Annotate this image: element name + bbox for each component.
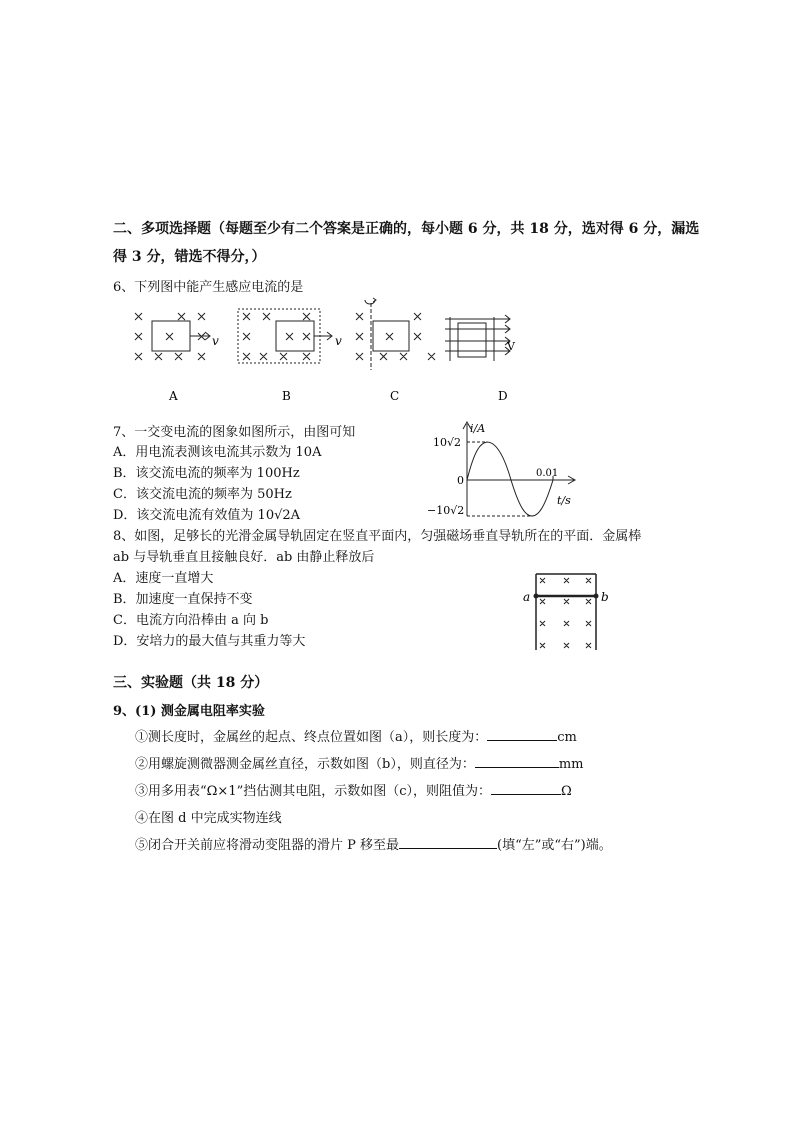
q9-item-4: ④在图 d 中完成实物连线 <box>135 811 282 826</box>
answer-blank-slider-end[interactable] <box>399 836 497 849</box>
q7-option-d: D．该交流电流有效值为 10√2A <box>113 508 301 523</box>
origin-label: 0 <box>457 474 464 487</box>
q9-item-5: ⑤闭合开关前应将滑动变阻器的滑片 P 移至最 (填“左”或“右”)端。 <box>135 838 612 853</box>
q8-option-d: D．安培力的最大值与其重力等大 <box>113 634 306 649</box>
fig-d-loop <box>458 323 486 357</box>
fig-d-V: V <box>507 340 515 353</box>
fig-b-v: v <box>335 334 342 348</box>
section3-title: 三、实验题（共 18 分） <box>113 675 269 691</box>
answer-blank-resistance[interactable] <box>491 782 561 795</box>
q8-stem-line2: ab 与导轨垂直且接触良好．ab 由静止释放后 <box>113 550 375 565</box>
q8-option-c: C．电流方向沿棒由 a 向 b <box>113 613 269 628</box>
fig-a-loop <box>152 321 190 351</box>
y-min-label: −10√2 <box>427 504 465 517</box>
answer-blank-diameter[interactable] <box>475 755 559 768</box>
fig-c-loop <box>373 321 409 351</box>
answer-blank-length[interactable] <box>487 728 557 741</box>
q8-option-b: B．加速度一直保持不变 <box>113 592 253 607</box>
q8-option-a: A．速度一直增大 <box>113 571 214 586</box>
q8-rail-figure <box>518 570 628 655</box>
section2-title-line1: 二、多项选择题（每题至少有二个答案是正确的，每小题 6 分，共 18 分，选对得 6 分，漏选 <box>113 221 700 237</box>
q9-item-2: ②用螺旋测微器测金属丝直径，示数如图（b），则直径为： mm <box>135 757 584 772</box>
label-c: C <box>390 389 400 403</box>
q9-stem: 9、(1) 测金属电阻率实验 <box>113 704 265 719</box>
x-axis-label: t/s <box>557 494 571 507</box>
q7-option-b: B．该交流电流的频率为 100Hz <box>113 466 300 481</box>
sine-curve <box>467 442 553 516</box>
section2-title-line2: 得 3 分，错选不得分，） <box>113 249 266 265</box>
q8-stem-line1: 8、如图，足够长的光滑金属导轨固定在竖直平面内，匀强磁场垂直导轨所在的平面．金属棒 <box>113 529 642 544</box>
q9-item-3: ③用多用表“Ω×1”挡估测其电阻，示数如图（c），则阻值为： Ω <box>135 784 572 799</box>
q7-current-graph <box>425 418 625 528</box>
x-tick-label: 0.01 <box>536 468 559 479</box>
rod-end-a: a <box>523 590 531 604</box>
fig-a-v: v <box>212 334 219 348</box>
label-b: B <box>282 389 291 403</box>
fig-b-loop <box>276 321 314 351</box>
label-a: A <box>169 389 178 403</box>
q9-item-1: ①测长度时，金属丝的起点、终点位置如图（a），则长度为： cm <box>135 730 577 745</box>
q7-option-c: C．该交流电流的频率为 50Hz <box>113 487 292 502</box>
q6-figures <box>0 295 794 415</box>
label-d: D <box>498 389 508 403</box>
y-max-label: 10√2 <box>433 436 462 449</box>
rod-end-b: b <box>601 590 609 604</box>
y-axis-label: i/A <box>470 422 486 435</box>
q7-option-a: A．用电流表测该电流其示数为 10A <box>113 445 322 460</box>
q7-stem: 7、一交变电流的图象如图所示，由图可知 <box>113 425 356 440</box>
q6-stem: 6、下列图中能产生感应电流的是 <box>113 280 304 295</box>
